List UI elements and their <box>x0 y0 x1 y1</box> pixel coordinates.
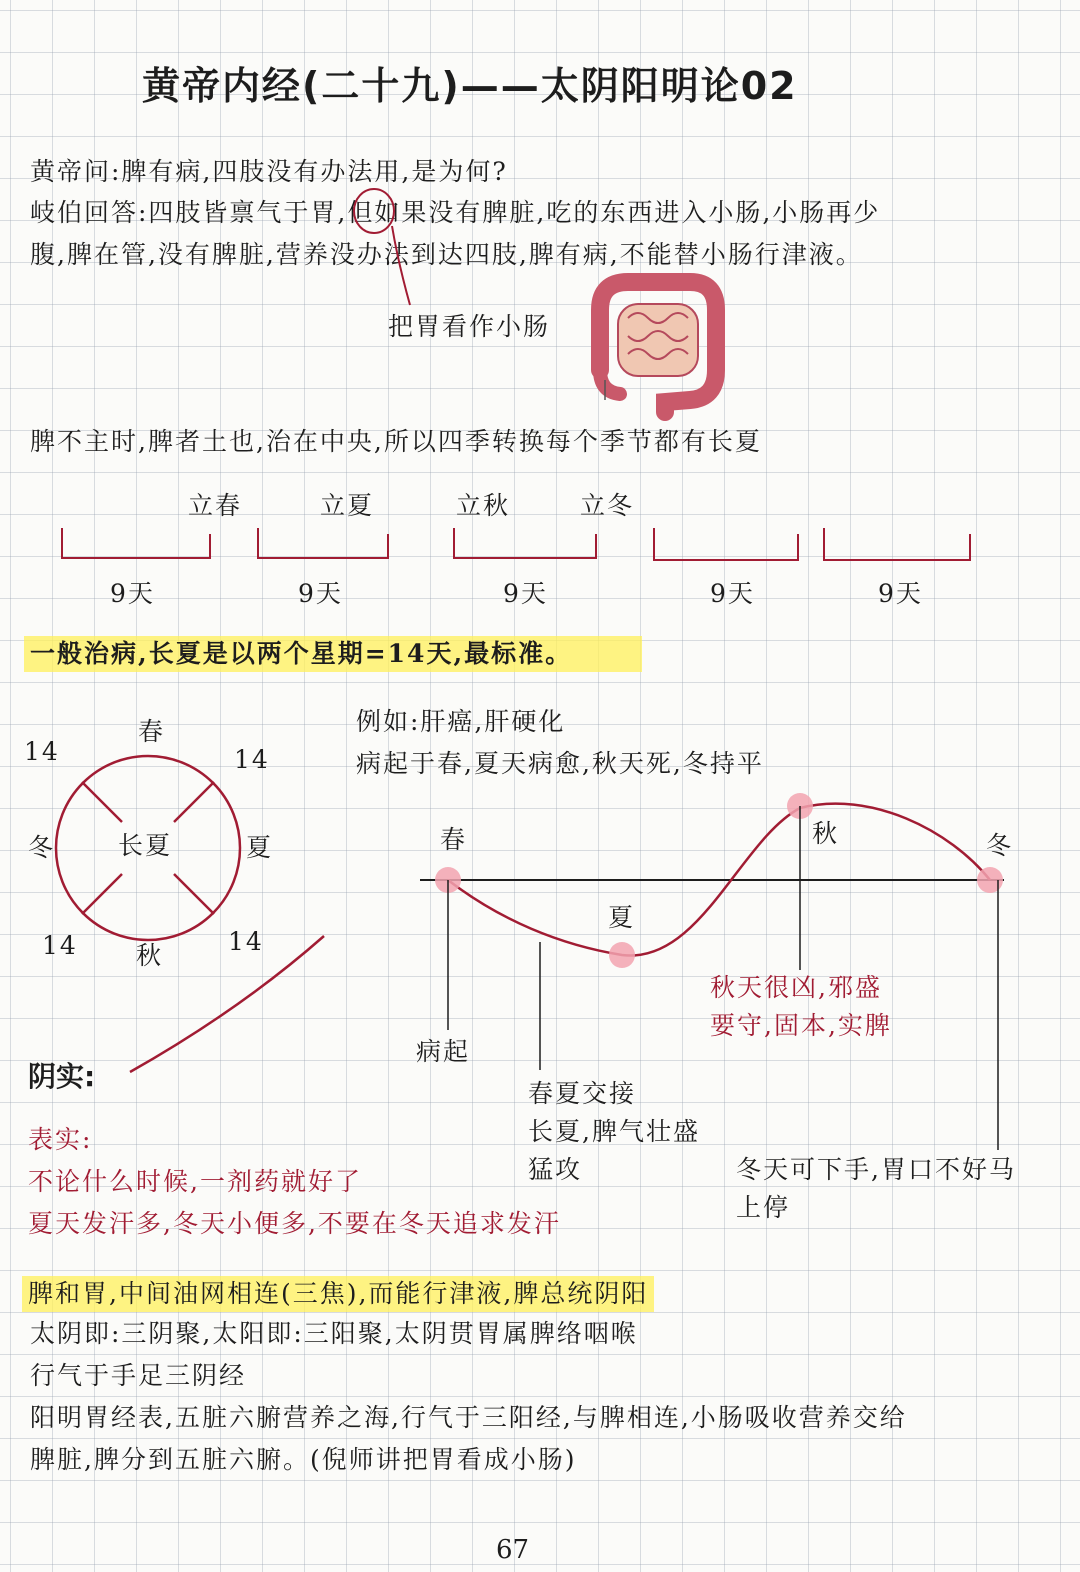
pointer-line <box>392 226 410 305</box>
dot-summer <box>609 942 635 968</box>
bottom-line-3: 阳明胃经表,五脏六腑营养之海,行气于三阳经,与脾相连,小肠吸收营养交给 <box>30 1403 907 1432</box>
question-line: 黄帝问:脾有病,四肢没有办法用,是为何? <box>30 157 508 186</box>
curve-label-spring: 春 <box>440 825 468 854</box>
example-line-1: 例如:肝癌,肝硬化 <box>356 707 566 736</box>
note-transition-3: 猛攻 <box>528 1155 583 1184</box>
note-winter-1: 冬天可下手,胃口不好马 <box>736 1155 1016 1184</box>
biao-shi-heading: 表实: <box>28 1125 93 1154</box>
season-line: 脾不主时,脾者土也,治在中央,所以四季转换每个季节都有长夏 <box>30 427 762 456</box>
circle-corner-tr: 14 <box>234 745 270 774</box>
highlight-spleen-stomach: 脾和胃,中间油网相连(三焦),而能行津液,脾总统阴阳 <box>22 1276 654 1312</box>
yin-shi-heading: 阴实: <box>28 1060 96 1093</box>
solar-term-lixia: 立夏 <box>320 491 375 520</box>
example-line-2: 病起于春,夏天病愈,秋天死,冬持平 <box>356 749 764 778</box>
bottom-line-2: 行气于手足三阴经 <box>30 1361 247 1390</box>
solar-term-liqiu: 立秋 <box>456 491 511 520</box>
intestine-illustration <box>600 282 716 412</box>
dot-winter <box>977 867 1003 893</box>
circle-corner-bl: 14 <box>42 931 78 960</box>
note-onset: 病起 <box>416 1037 471 1066</box>
biao-shi-line-2: 夏天发汗多,冬天小便多,不要在冬天追求发汗 <box>28 1209 561 1238</box>
bracket-label: 9天 <box>298 579 343 608</box>
diagonal-stroke <box>130 936 324 1072</box>
biao-shi-line-1: 不论什么时候,一剂药就好了 <box>28 1167 362 1196</box>
curve-label-autumn: 秋 <box>812 819 840 848</box>
answer-line-2: 腹,脾在管,没有脾脏,营养没办法到达四肢,脾有病,不能替小肠行津液。 <box>30 240 863 269</box>
bracket-label: 9天 <box>110 579 155 608</box>
interval-brackets <box>62 528 970 560</box>
circle-label-bottom: 秋 <box>136 941 164 970</box>
page-number: 67 <box>496 1535 530 1565</box>
circle-stomach-mark <box>354 189 394 233</box>
note-stomach-as-intestine: 把胃看作小肠 <box>388 312 551 341</box>
circle-label-right: 夏 <box>246 833 274 862</box>
circle-corner-br: 14 <box>228 927 264 956</box>
bracket-label: 9天 <box>710 579 755 608</box>
drop-lines <box>448 806 998 1150</box>
highlight-standard-14-days: 一般治病,长夏是以两个星期=14天,最标准。 <box>24 636 642 672</box>
bracket-label: 9天 <box>878 579 923 608</box>
season-circle-diagram <box>56 756 240 940</box>
curve-label-winter: 冬 <box>986 831 1014 860</box>
note-transition-2: 长夏,脾气壮盛 <box>528 1117 700 1146</box>
note-autumn-1: 秋天很凶,邪盛 <box>710 973 882 1002</box>
note-transition-1: 春夏交接 <box>528 1079 637 1108</box>
answer-line-1: 岐伯回答:四肢皆禀气于胃,但如果没有脾脏,吃的东西进入小肠,小肠再少 <box>30 198 881 227</box>
circle-label-top: 春 <box>138 717 166 746</box>
note-winter-2: 上停 <box>736 1193 791 1222</box>
circle-label-left: 冬 <box>28 833 56 862</box>
solar-term-lidong: 立冬 <box>580 491 635 520</box>
solar-term-lichun: 立春 <box>188 491 243 520</box>
bracket-label: 9天 <box>503 579 548 608</box>
note-autumn-2: 要守,固本,实脾 <box>710 1011 892 1040</box>
bottom-line-4: 脾脏,脾分到五脏六腑。(倪师讲把胃看成小肠) <box>30 1445 577 1474</box>
circle-label-center: 长夏 <box>118 831 173 860</box>
page-title: 黄帝内经(二十九)——太阴阳明论02 <box>142 64 798 108</box>
circle-corner-tl: 14 <box>24 737 60 766</box>
curve-label-summer: 夏 <box>608 903 636 932</box>
bottom-line-1: 太阴即:三阴聚,太阳即:三阳聚,太阴贯胃属脾络咽喉 <box>30 1319 638 1348</box>
